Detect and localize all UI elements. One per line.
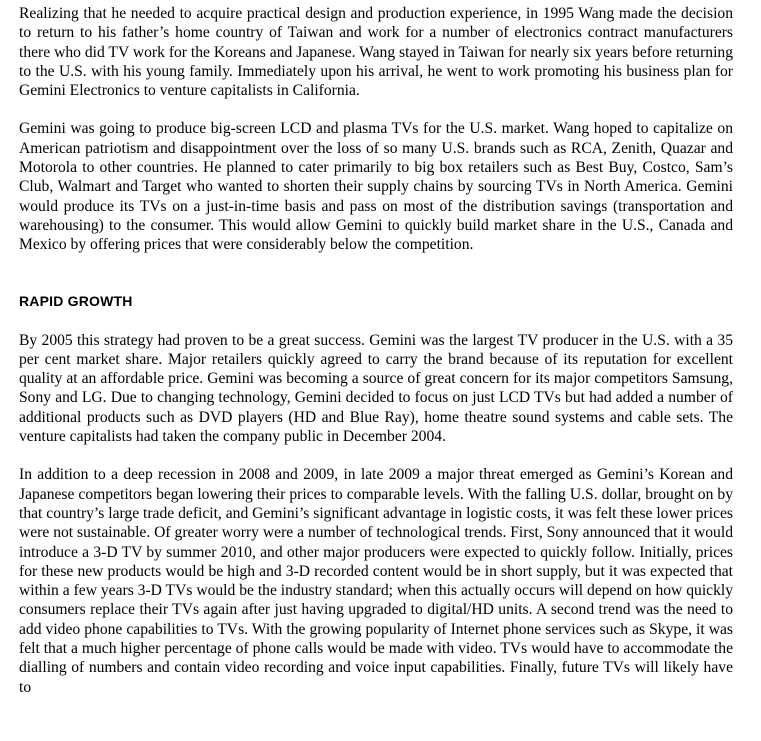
paragraph-spacer (19, 100, 733, 119)
section-heading-rapid-growth: RAPID GROWTH (19, 292, 133, 309)
paragraph-wang-taiwan: Realizing that he needed to acquire practical design and production experience, in 1995 Wang made the decision to return to his father’s home country of Taiwan and work for a number of electronics contract manufacturers there who did TV work for the Koreans and Japanese. Wang stayed in Taiwan for nearly six years before returning to the U.S. with his young family. Immediately upon his arrival, he went to work promoting his business plan for Gemini Electronics to venture capitalists in California. (19, 5, 733, 100)
heading-spacer (19, 311, 733, 331)
section-spacer (19, 255, 733, 292)
paragraph-gemini-plan: Gemini was going to produce big-screen LCD and plasma TVs for the U.S. market. Wang hoped to capitalize on American patriotism and disappointment over the loss of so many U.S. brands such as RCA, Zenith, Quazar and Motorola to other countries. He planned to cater primarily to big box retailers such as Best Buy, Costco, Sam’s Club, Walmart and Target who wanted to shorten their supply chains by sourcing TVs in North America. Gemini would produce its TVs on a just-in-time basis and pass on most of the distribution savings (transportation and warehousing) to the consumer. This would allow Gemini to quickly build market share in the U.S., Canada and Mexico by offering prices that were considerably below the competition. (19, 120, 733, 254)
paragraph-threats: In addition to a deep recession in 2008 and 2009, in late 2009 a major threat emerged as Gemini’s Korean and Japanese competitors began lowering their prices to comparable levels. With the falling U.S. dollar, brought on by that country’s large trade deficit, and Gemini’s significant advantage in logistic costs, it was felt these lower prices were not sustainable. Of greater worry were a number of technological trends. First, Sony announced that it would introduce a 3-D TV by summer 2010, and other major producers were expected to quickly follow. Initially, prices for these new products would be high and 3-D recorded content would be in short supply, but it was expected that within a few years 3-D TVs would be the industry standard; when this actually occurs will depend on how quickly consumers replace their TVs again after just having upgraded to digital/HD units. A second trend was the need to add video phone capabilities to TVs. With the growing popularity of Internet phone services such as Skype, it was felt that a much higher percentage of phone calls would be made with video. TVs would have to accommodate the dialling of numbers and contain video recording and voice input capabilities. Finally, future TVs will likely have to (19, 466, 733, 696)
paragraph-spacer (19, 446, 733, 465)
paragraph-strategy-success: By 2005 this strategy had proven to be a great success. Gemini was the largest TV producer in the U.S. with a 35 per cent market share. Major retailers quickly agreed to carry the brand because of its reputation for excellent quality at an affordable price. Gemini was becoming a source of great concern for its major competitors Samsung, Sony and LG. Due to changing technology, Gemini decided to focus on just LCD TVs but had added a number of additional products such as DVD players (HD and Blue Ray), home theatre sound systems and cable sets. The venture capitalists had taken the company public in December 2004. (19, 331, 733, 446)
document-page (19, 4, 733, 697)
